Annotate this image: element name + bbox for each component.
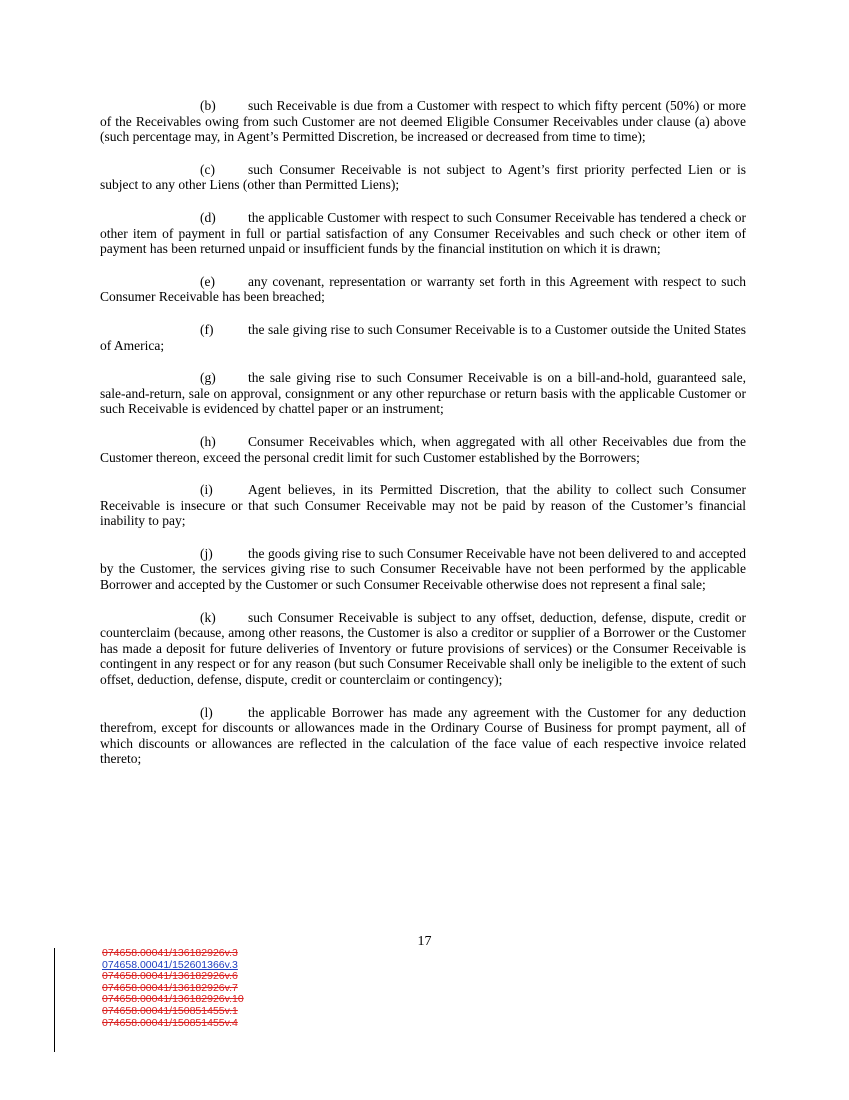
document-id-deleted: 074658.00041/136182926v.6 — [102, 970, 238, 983]
clause-j — [100, 546, 746, 593]
clause-text: the goods giving rise to such Consumer Receivable have not been delivered to and accepted by the Customer, the services giving rise to such Consumer Receivable have not been performed by the applicable Borrower and accepted by the Customer or such Consumer Receivable otherwise does not represent a final sale; — [100, 545, 746, 593]
document-id-footer — [54, 948, 244, 1052]
document-id-deleted: 074658.00041/136182926v.3 — [102, 947, 238, 959]
clause-text: the applicable Borrower has made any agreement with the Customer for any deduction therefrom, except for discounts or allowances made in the Ordinary Course of Business for prompt payment, all of which discounts or allowances are reflected in the calculation of the face value of each respective invoice related thereto; — [100, 704, 746, 767]
clause-text: such Consumer Receivable is not subject to Agent’s first priority perfected Lien or is subject to any other Liens (other than Permitted Liens); — [100, 161, 746, 193]
clause-g — [100, 370, 746, 417]
document-id-deleted: 074658.00041/136182926v.10 — [102, 993, 244, 1006]
clause-d — [100, 210, 746, 257]
clause-k — [100, 610, 746, 688]
clause-text: the applicable Customer with respect to such Consumer Receivable has tendered a check or other item of payment in full or partial satisfaction of any Consumer Receivables and such check or other item of payment has been returned unpaid or insufficient funds by the financial institution on which it is drawn; — [100, 209, 746, 257]
clause-label: (l) — [200, 704, 213, 720]
clause-f — [100, 322, 746, 353]
clause-label: (i) — [200, 482, 213, 498]
clause-text: the sale giving rise to such Consumer Receivable is to a Customer outside the United States of America; — [100, 321, 746, 353]
clause-label: (d) — [200, 209, 216, 225]
clause-i — [100, 482, 746, 529]
clause-label: (j) — [200, 545, 213, 561]
page-number: 17 — [417, 934, 432, 949]
clause-text: such Consumer Receivable is subject to any offset, deduction, defense, dispute, credit or counterclaim (because, among other reasons, the Customer is also a creditor or supplier of a Borrower or the Customer has made a deposit for future deliveries of Inventory or future provisions of services) or the Consumer Receivable is contingent in any respect or for any reason (but such Consumer Receivable shall only be ineligible to the extent of such offset, deduction, defense, dispute, credit or counterclaim or contingency); — [100, 609, 746, 688]
clause-text: any covenant, representation or warranty set forth in this Agreement with respect to such Consumer Receivable has been breached; — [100, 273, 746, 305]
clause-label: (h) — [200, 433, 216, 449]
clause-label: (e) — [200, 273, 215, 289]
document-id-deleted: 074658.00041/150851455v.1 — [102, 1004, 238, 1017]
clause-text: such Receivable is due from a Customer with respect to which fifty percent (50%) or more of the Receivables owing from such Customer are not deemed Eligible Consumer Receivables under clause (a) above (such percentage may, in Agent’s Permitted Discretion, be increased or decreased from time to time); — [100, 98, 746, 145]
clause-label: (k) — [200, 609, 216, 625]
document-id-deleted: 074658.00041/150851455v.4 — [102, 1016, 238, 1029]
clause-e — [100, 274, 746, 305]
clause-text: the sale giving rise to such Consumer Receivable is on a bill-and-hold, guaranteed sale, sale-and-return, sale on approval, consignment or any other repurchase or return basis with the applicable Customer or such Receivable is evidenced by chattel paper or an instrument; — [100, 370, 746, 417]
clause-b — [100, 98, 746, 145]
clause-label: (g) — [200, 370, 216, 386]
clause-h — [100, 434, 746, 465]
clause-l — [100, 705, 746, 767]
clause-text: Consumer Receivables which, when aggregated with all other Receivables due from the Customer thereon, exceed the personal credit limit for such Customer established by the Borrowers; — [100, 433, 746, 465]
clause-label: (b) — [200, 98, 216, 113]
document-id-inserted: 074658.00041/152601366v.3 — [102, 958, 238, 971]
document-id-deleted: 074658.00041/136182926v.7 — [102, 981, 238, 994]
clause-c — [100, 162, 746, 193]
document-body — [100, 98, 746, 784]
clause-label: (c) — [200, 161, 215, 177]
clause-text: Agent believes, in its Permitted Discretion, that the ability to collect such Consumer Receivable is insecure or that such Consumer Receivable may not be paid by reason of the Customer’s financial inability to pay; — [100, 482, 746, 529]
clause-label: (f) — [200, 321, 214, 337]
